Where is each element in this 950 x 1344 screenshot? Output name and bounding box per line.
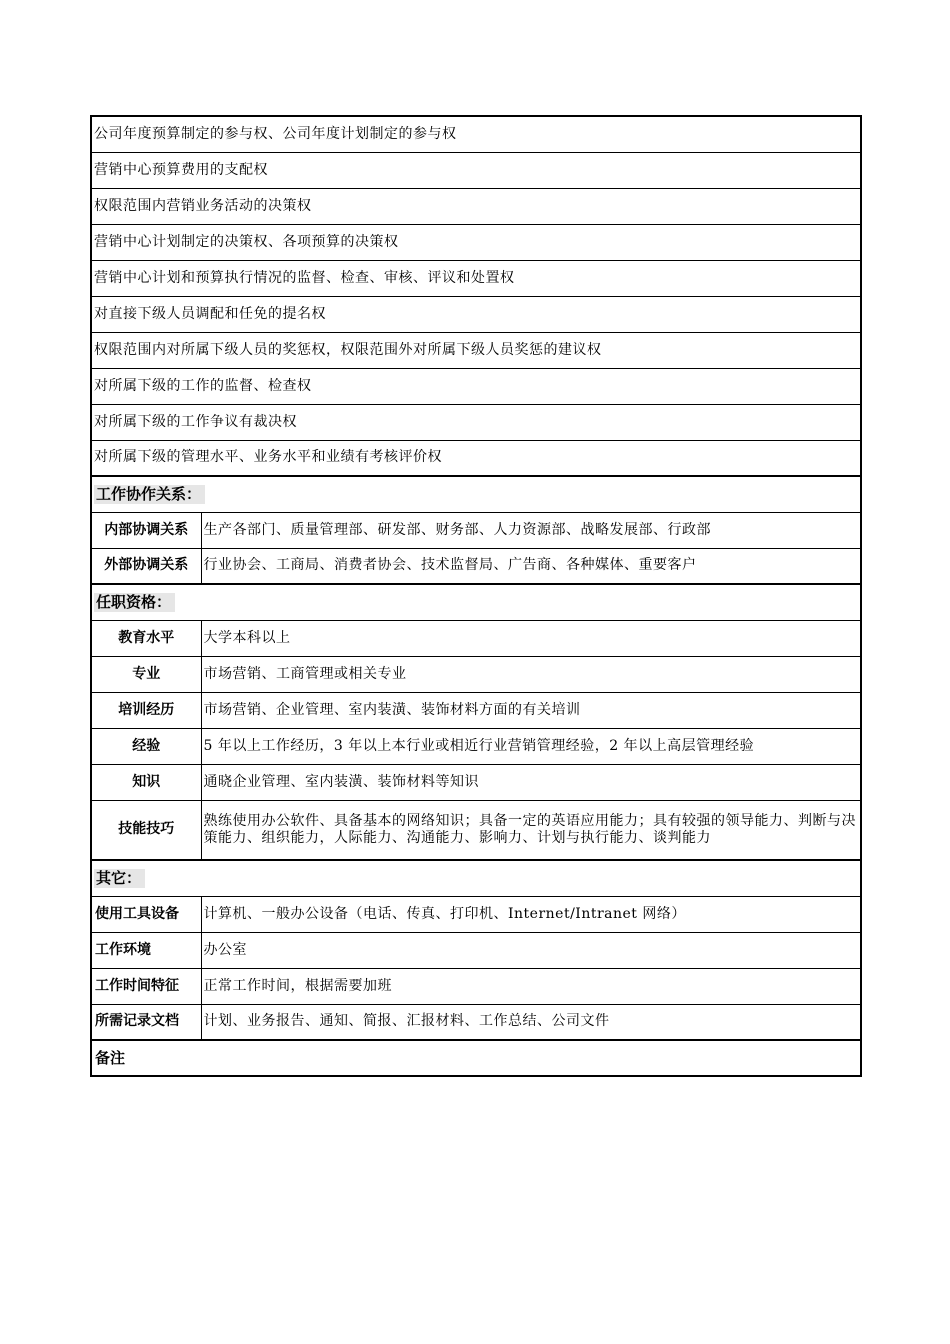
authority-text: 对直接下级人员调配和任免的提名权 — [91, 296, 861, 332]
authority-text: 营销中心计划制定的决策权、各项预算的决策权 — [91, 224, 861, 260]
other-title: 其它： — [94, 869, 145, 888]
authority-text: 权限范围内营销业务活动的决策权 — [91, 188, 861, 224]
authority-row — [91, 404, 861, 440]
cooperation-label: 内部协调关系 — [91, 512, 201, 548]
qualification-value: 大学本科以上 — [201, 620, 861, 656]
authority-text: 对所属下级的管理水平、业务水平和业绩有考核评价权 — [91, 440, 861, 476]
other-section-header — [91, 860, 861, 896]
authority-text: 公司年度预算制定的参与权、公司年度计划制定的参与权 — [91, 116, 861, 152]
other-value: 计划、业务报告、通知、简报、汇报材料、工作总结、公司文件 — [201, 1004, 861, 1040]
qualification-value: 市场营销、工商管理或相关专业 — [201, 656, 861, 692]
authority-row — [91, 332, 861, 368]
qualifications-title: 任职资格： — [94, 593, 175, 612]
qualification-row — [91, 692, 861, 728]
cooperation-label: 外部协调关系 — [91, 548, 201, 584]
cooperation-value: 行业协会、工商局、消费者协会、技术监督局、广告商、各种媒体、重要客户 — [201, 548, 861, 584]
authority-row — [91, 224, 861, 260]
other-row — [91, 1004, 861, 1040]
qualification-value: 通晓企业管理、室内装潢、装饰材料等知识 — [201, 764, 861, 800]
qualification-label: 知识 — [91, 764, 201, 800]
authority-row — [91, 116, 861, 152]
cooperation-title: 工作协作关系： — [94, 485, 205, 504]
remarks-label: 备注 — [91, 1040, 861, 1076]
authority-text: 权限范围内对所属下级人员的奖惩权，权限范围外对所属下级人员奖惩的建议权 — [91, 332, 861, 368]
other-label: 工作环境 — [91, 932, 201, 968]
qualification-label: 教育水平 — [91, 620, 201, 656]
authority-text: 对所属下级的工作的监督、检查权 — [91, 368, 861, 404]
authority-row — [91, 152, 861, 188]
cooperation-row — [91, 548, 861, 584]
authority-row — [91, 368, 861, 404]
other-row — [91, 896, 861, 932]
authority-text: 营销中心计划和预算执行情况的监督、检查、审核、评议和处置权 — [91, 260, 861, 296]
job-description-table — [90, 115, 862, 1077]
authority-row — [91, 188, 861, 224]
qualification-value: 5 年以上工作经历，3 年以上本行业或相近行业营销管理经验，2 年以上高层管理经验 — [201, 728, 861, 764]
qualification-row — [91, 728, 861, 764]
qualifications-section-header — [91, 584, 861, 620]
qualification-row — [91, 764, 861, 800]
qualification-row — [91, 620, 861, 656]
qualification-row — [91, 800, 861, 860]
other-value: 正常工作时间，根据需要加班 — [201, 968, 861, 1004]
cooperation-row — [91, 512, 861, 548]
remarks-row — [91, 1040, 861, 1076]
other-row — [91, 932, 861, 968]
authority-row — [91, 296, 861, 332]
authority-row — [91, 440, 861, 476]
authority-text: 营销中心预算费用的支配权 — [91, 152, 861, 188]
authority-text: 对所属下级的工作争议有裁决权 — [91, 404, 861, 440]
qualification-label: 培训经历 — [91, 692, 201, 728]
qualification-row — [91, 656, 861, 692]
qualification-value: 市场营销、企业管理、室内装潢、装饰材料方面的有关培训 — [201, 692, 861, 728]
qualification-label: 技能技巧 — [91, 800, 201, 860]
authority-row — [91, 260, 861, 296]
cooperation-section-header — [91, 476, 861, 512]
qualification-label: 经验 — [91, 728, 201, 764]
other-label: 工作时间特征 — [91, 968, 201, 1004]
other-label: 所需记录文档 — [91, 1004, 201, 1040]
qualification-value: 熟练使用办公软件、具备基本的网络知识；具备一定的英语应用能力；具有较强的领导能力、判断与决策能力、组织能力，人际能力、沟通能力、影响力、计划与执行能力、谈判能力 — [201, 800, 861, 860]
other-row — [91, 968, 861, 1004]
qualification-label: 专业 — [91, 656, 201, 692]
other-label: 使用工具设备 — [91, 896, 201, 932]
other-value: 计算机、一般办公设备（电话、传真、打印机、Internet/Intranet 网络） — [201, 896, 861, 932]
other-value: 办公室 — [201, 932, 861, 968]
cooperation-value: 生产各部门、质量管理部、研发部、财务部、人力资源部、战略发展部、行政部 — [201, 512, 861, 548]
